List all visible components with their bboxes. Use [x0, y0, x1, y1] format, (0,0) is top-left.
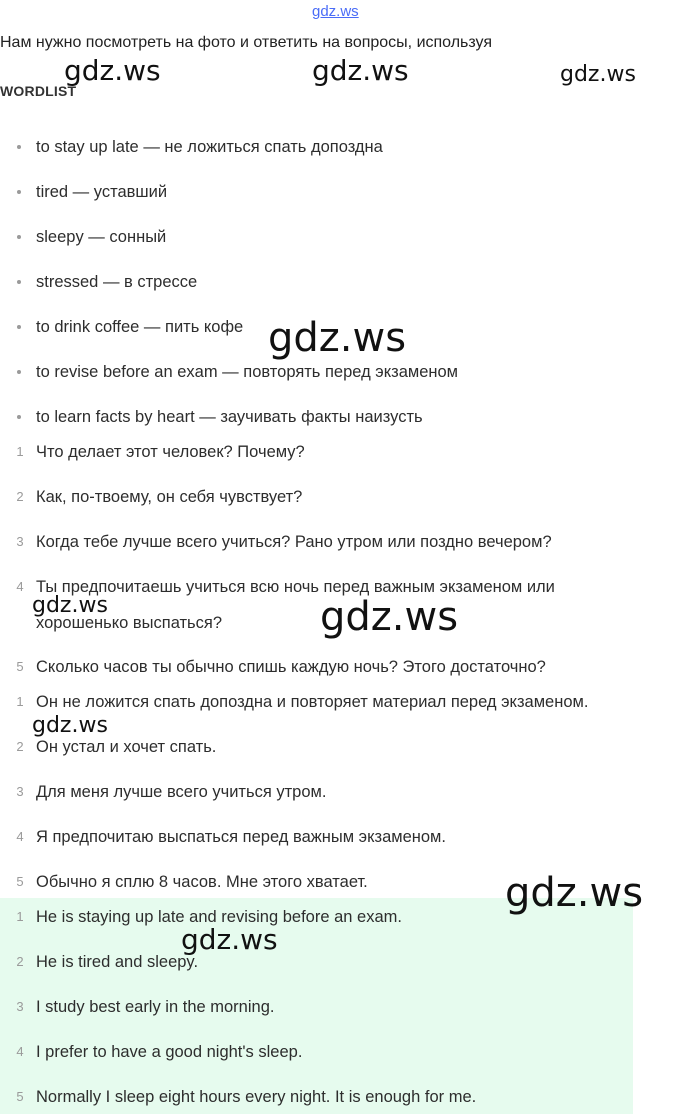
wordlist-heading: WORDLIST [0, 83, 77, 99]
bullet-icon [17, 235, 21, 239]
answer-en-item: 1 He is staying up late and revising before an exam. [16, 908, 402, 926]
watermark: gdz.ws [505, 870, 644, 916]
bullet-icon [17, 325, 21, 329]
wordlist-item: tired — уставший [0, 181, 660, 211]
wordlist-item: stressed — в стрессе [0, 271, 660, 301]
wordlist-item: to learn facts by heart — заучивать факты наизусть [0, 406, 660, 436]
bullet-icon [17, 190, 21, 194]
watermark: gdz.ws [312, 54, 409, 87]
wordlist-item: to drink coffee — пить кофе [0, 316, 660, 346]
answer-ru-item: 4 Я предпочитаю выспаться перед важным экзаменом. [16, 828, 446, 846]
bullet-icon [17, 280, 21, 284]
answer-ru-item: 1 Он не ложится спать допоздна и повторяет материал перед экзаменом. [16, 693, 589, 711]
answer-en-item: 2 He is tired and sleepy. [16, 953, 199, 971]
watermark: gdz.ws [181, 923, 278, 956]
answer-ru-item: 5 Обычно я сплю 8 часов. Мне этого хватает. [16, 873, 368, 891]
watermark: gdz.ws [32, 593, 108, 618]
answer-ru-item: 2 Он устал и хочет спать. [16, 738, 217, 756]
question-item: 4 Ты предпочитаешь учиться всю ночь перед важным экзаменом или хорошенько выспаться? [16, 578, 555, 632]
question-item: 2 Как, по-твоему, он себя чувствует? [16, 488, 303, 506]
answer-en-item: 5 Normally I sleep eight hours every night. It is enough for me. [16, 1088, 477, 1106]
answer-ru-item: 3 Для меня лучше всего учиться утром. [16, 783, 327, 801]
watermark: gdz.ws [64, 54, 161, 87]
intro-text: Нам нужно посмотреть на фото и ответить на вопросы, используя [0, 34, 493, 51]
question-item: 1 Что делает этот человек? Почему? [16, 443, 305, 461]
watermark: gdz.ws [560, 62, 636, 87]
bullet-icon [17, 145, 21, 149]
wordlist-item: sleepy — сонный [0, 226, 660, 256]
watermark: gdz.ws [320, 594, 459, 640]
site-link[interactable]: gdz.ws [312, 3, 359, 20]
answer-en-item: 4 I prefer to have a good night's sleep. [16, 1043, 303, 1061]
watermark: gdz.ws [32, 713, 108, 738]
question-item: 3 Когда тебе лучше всего учиться? Рано утром или поздно вечером? [16, 533, 552, 551]
wordlist-item: to stay up late — не ложиться спать допоздна [0, 136, 660, 166]
bullet-icon [17, 415, 21, 419]
watermark: gdz.ws [268, 315, 407, 361]
bullet-icon [17, 370, 21, 374]
question-item: 5 Сколько часов ты обычно спишь каждую ночь? Этого достаточно? [16, 658, 546, 676]
answer-en-item: 3 I study best early in the morning. [16, 998, 275, 1016]
wordlist-item: to revise before an exam — повторять перед экзаменом [0, 361, 660, 391]
